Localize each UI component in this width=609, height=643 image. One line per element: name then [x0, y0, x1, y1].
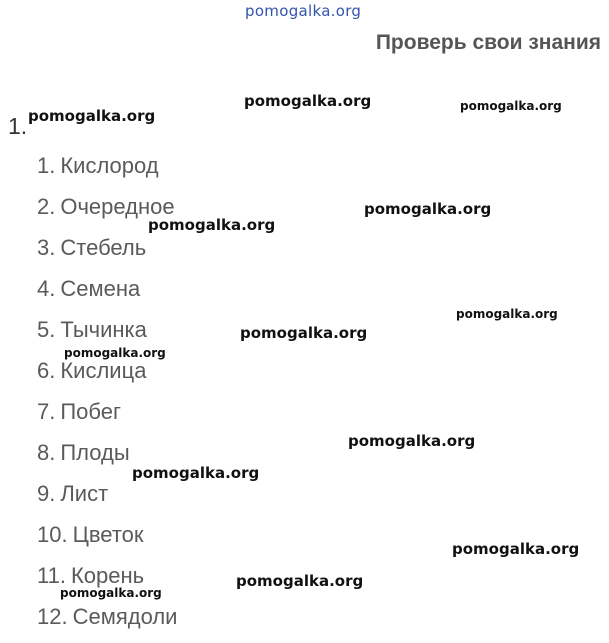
watermark: pomogalka.org [456, 307, 558, 321]
item-text: Лист [60, 481, 109, 506]
item-text: Семена [60, 276, 141, 301]
list-item [37, 520, 177, 561]
item-text: Кислица [60, 358, 147, 383]
item-text: Цветок [72, 522, 144, 547]
item-text: Семядоли [72, 604, 178, 629]
watermark: pomogalka.org [28, 107, 156, 125]
item-text: Плоды [60, 440, 130, 465]
watermark: pomogalka.org [244, 92, 372, 110]
item-text: Корень [70, 563, 145, 588]
list-item [37, 397, 177, 438]
item-number: 1. [37, 153, 56, 178]
item-text: Очередное [60, 194, 175, 219]
item-text: Стебель [60, 235, 147, 260]
item-text: Кислород [60, 153, 159, 178]
watermark: pomogalka.org [460, 99, 562, 113]
item-number: 6. [37, 358, 56, 383]
item-number: 8. [37, 440, 56, 465]
item-number: 3. [37, 235, 56, 260]
watermark: pomogalka.org [364, 200, 492, 218]
watermark: pomogalka.org [132, 464, 260, 482]
watermark: pomogalka.org [236, 572, 364, 590]
list-item [37, 479, 177, 520]
item-number: 11. [37, 563, 66, 588]
page-title: Проверь свои знания [375, 31, 601, 54]
list-item [37, 151, 177, 192]
item-number: 12. [37, 604, 68, 629]
watermark: pomogalka.org [348, 432, 476, 450]
list-item [37, 602, 177, 643]
item-number: 7. [37, 399, 56, 424]
item-number: 5. [37, 317, 56, 342]
watermark: pomogalka.org [452, 540, 580, 558]
site-banner: pomogalka.org [245, 2, 362, 20]
watermark: pomogalka.org [64, 346, 166, 360]
list-item [37, 274, 177, 315]
list-item [37, 356, 177, 397]
item-text: Тычинка [60, 317, 147, 342]
watermark: pomogalka.org [60, 586, 162, 600]
item-number: 2. [37, 194, 56, 219]
watermark: pomogalka.org [148, 216, 276, 234]
item-number: 10. [37, 522, 68, 547]
list-item [37, 233, 177, 274]
item-number: 4. [37, 276, 56, 301]
item-text: Побег [60, 399, 122, 424]
section-number: 1. [8, 113, 28, 139]
watermark: pomogalka.org [240, 324, 368, 342]
item-number: 9. [37, 481, 56, 506]
